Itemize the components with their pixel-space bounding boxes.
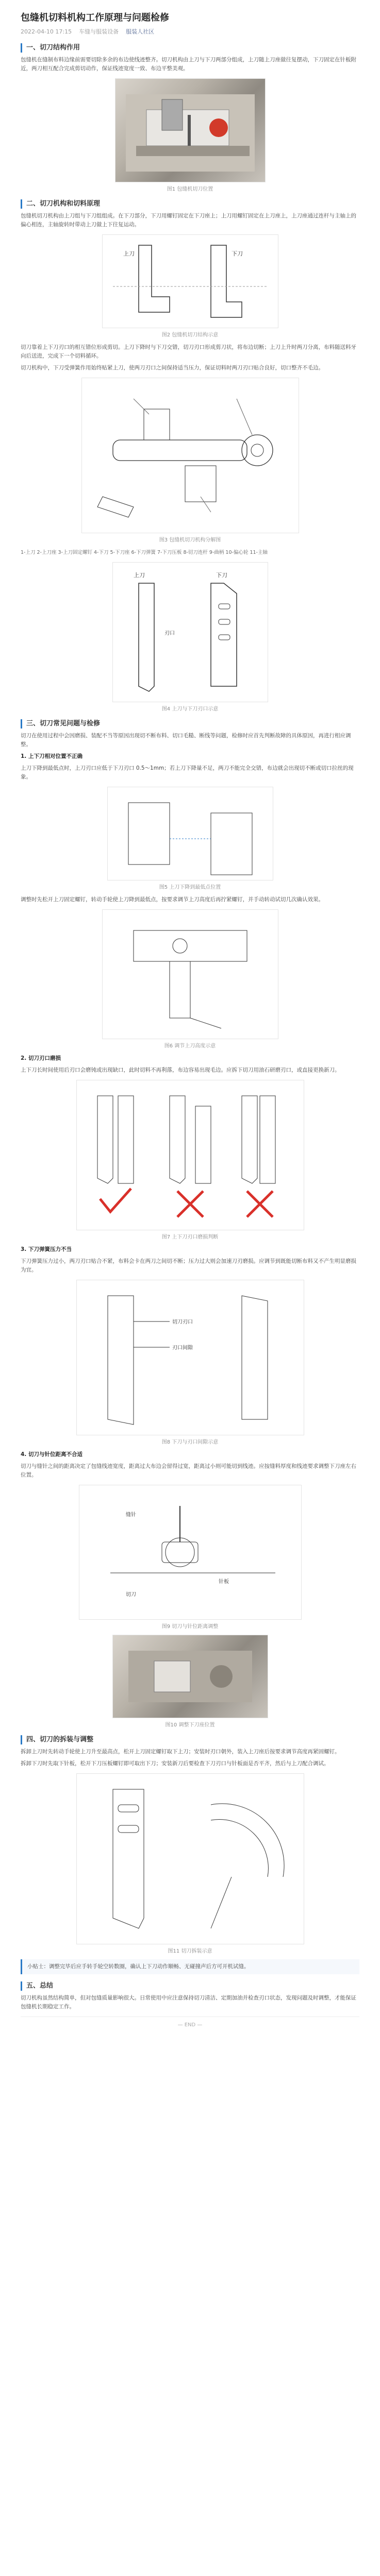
adjust-upper-knife-diagram [103,910,278,1039]
section-4-paragraph-1: 拆卸上刀时先转动手轮使上刀升至最高点，松开上刀固定螺钉取下上刀；安装时刃口朝外，装入上刀座后按要求调节高度再紧固螺钉。 [21,1749,340,1755]
knife-edge-diagram [113,563,268,702]
knife-pair-wrong-2 [242,1096,275,1217]
figure-7 [76,1080,304,1230]
label-cutter: 切刀 [125,1592,136,1598]
source-link[interactable]: 服装人社区 [126,28,155,35]
problem-1-text-2: 调整时先松开上刀固定螺钉，转动手轮使上刀降到最低点，按要求调节上刀高度后再拧紧螺钉，并手动转动试切几次确认效果。 [21,896,324,903]
cross-icon [247,1191,273,1217]
spring-gap-diagram [77,1280,304,1435]
figure-2-diagram [102,234,278,328]
article-title: 包缝机切料机构工作原理与问题检修 [21,12,169,23]
figure-9 [79,1485,302,1620]
section-3-heading: 三、切刀常见问题与检修 [21,719,359,728]
section-1-paragraph: 包缝机在缝制布料边缘前需要切除多余的布边使线迹整齐。切刀机构由上刀与下刀两部分组成，上刀随上刀座做往复摆动，下刀固定在针板附近，两刀相互配合完成剪切动作，保证线迹宽度一致、布边平整美观。 [21,57,356,72]
figure-11-caption: 图11 切刀拆装示意 [168,1948,212,1954]
label-upper-knife: 上刀 [123,250,135,257]
needle-distance-diagram [79,1485,301,1619]
figure-5-caption: 图5 上刀下降到最低点位置 [159,885,221,890]
figure-4-caption: 图4 上刀与下刀刃口示意 [161,706,219,712]
section-2-paragraph-3: 切刀机构中，下刀受弹簧作用始终贴紧上刀，使两刀刃口之间保持适当压力，保证切料时两刀刃口贴合良好，切口整齐不毛边。 [21,365,324,371]
author: 车缝与服装设备 [79,28,119,35]
figure-10-photo [112,1635,268,1718]
figure-1-caption: 图1 包缝机切刀位置 [167,187,213,192]
section-4-heading: 四、切刀的拆装与调整 [21,1735,359,1744]
section-5-heading: 五、总结 [21,1981,359,1991]
problem-4-text: 切刀与缝针之间的距离决定了包缝线迹宽度，距离过大布边会留得过宽，距离过小则可能切到线迹。应按缝料厚度和线迹要求调整下刀座左右位置。 [21,1463,356,1478]
figure-6-caption: 图6 调节上刀高度示意 [164,1043,216,1049]
figure-5 [107,787,273,880]
edge-wear-comparison [77,1080,304,1230]
figure-4-knives [112,562,268,702]
label-needle-plate: 针板 [218,1579,229,1585]
section-2-paragraph-1: 包缝机切刀机构由上刀组与下刀组组成。在下刀部分，下刀用螺钉固定在下刀座上；上刀用螺钉固定在上刀座上，上刀座通过连杆与主轴上的偏心相连，主轴旋转时带动上刀做上下往复运动。 [21,213,356,228]
label-edge-gap: 刃口间隙 [172,1345,193,1351]
figure-9-caption: 图9 切刀与针位距离调整 [161,1624,219,1630]
figure-3-exploded [81,378,299,533]
end-divider [21,2016,359,2017]
figure-10-caption: 图10 调整下刀座位置 [165,1722,215,1728]
label-needle: 缝针 [125,1512,136,1518]
cross-icon [177,1191,203,1217]
problem-1-text: 上刀下降到最低点时，上刀刃口应低于下刀刃口 0.5～1mm；若上刀下降量不足，两刀不能完全交错，布边就会出现切不断或切口拉丝的现象。 [21,765,354,780]
figure-8-caption: 图8 下刀与刃口间隙示意 [161,1439,219,1445]
section-2-heading: 二、切刀机构和切料原理 [21,199,359,209]
section-1-heading: 一、切刀结构作用 [21,43,359,53]
figure-2-caption: 图2 包缝机切刀结构示意 [161,332,219,338]
problem-2-text: 上下刀长时间使用后刃口会磨钝或出现缺口，此时切料不再利落，布边容易出现毛边。应拆下切刀用油石研磨刃口，或直接更换新刀。 [21,1067,340,1073]
article-meta [21,28,359,36]
lower-knife-seat-photo [113,1635,268,1718]
section-3-intro: 切刀在使用过程中会因磨损、装配不当等原因出现切不断布料、切口毛糙、断线等问题，检修时应首先判断故障的具体原因，再进行相应调整。 [21,733,351,748]
figure-7-caption: 图7 上下刀刃口磨损判断 [161,1234,219,1240]
section-2-paragraph-2: 切刀靠着上下刀刃口的相互错位形成剪切。上刀下降时与下刀交错，切刀刃口形成剪刀状，将布边切断；上刀上升时两刀分离，布料随送料牙向后送进，完成下一个切料循环。 [21,344,356,359]
figure-8 [76,1280,304,1435]
section-4-paragraph-2: 拆卸下刀时先取下针板，松开下刀压板螺钉即可取出下刀；安装新刀后要检查下刀刃口与针板面是否平齐，然后与上刀配合调试。 [21,1760,329,1767]
problem-1-title: 1. 上下刀相对位置不正确 [21,753,82,759]
disassembly-diagram [77,1774,304,1944]
check-icon [100,1189,131,1212]
section-5-paragraph: 切刀机构虽然结构简单，但对包缝质量影响很大。日常使用中应注意保持切刀清洁、定期加油并检查刃口状态，发现问题及时调整，才能保证包缝机长期稳定工作。 [21,1995,356,2010]
label-lower-knife: 下刀 [231,250,243,257]
knife-pair-wrong-1 [170,1096,211,1217]
figure-3-caption: 图3 包缝机切刀机构分解图 [159,537,221,543]
figure-3-legend: 1-上刀 2-上刀座 3-上刀固定螺钉 4-下刀 5-下刀座 6-下刀弹簧 7-下刀压板 8-切刀连杆 9-曲柄 10-偏心轮 11-主轴 [21,550,268,555]
knife-structure-diagram [103,235,278,328]
sewing-machine-photo [115,79,265,182]
figure-11 [76,1773,304,1944]
knife-pair-correct [97,1096,134,1212]
end-mark: — END — [177,2022,203,2028]
label-edge: 刃口 [164,631,175,636]
problem-4-title: 4. 切刀与针位距离不合适 [21,1451,82,1458]
label-lower: 下刀 [216,572,227,579]
problem-2-title: 2. 切刀刃口磨损 [21,1055,61,1061]
problem-3-text: 下刀弹簧压力过小，两刀刃口贴合不紧，布料会卡在两刀之间切不断；压力过大则会加速刀刃磨损。应调节到既能切断布料又不产生明显磨损为宜。 [21,1258,356,1273]
exploded-view-diagram [82,378,299,533]
tip-box: 小贴士：调整完毕后应手转手轮空转数圈，确认上下刀动作顺畅、无碰撞声后方可开机试缝。 [21,1959,359,1974]
publish-date: 2022-04-10 17:15 [21,28,72,35]
problem-3-title: 3. 下刀弹簧压力不当 [21,1246,72,1252]
label-upper: 上刀 [133,572,145,579]
lowest-point-diagram [108,787,273,880]
figure-1-photo [115,78,266,182]
label-knife-edge: 切刀刃口 [172,1319,193,1325]
figure-6 [102,909,278,1039]
